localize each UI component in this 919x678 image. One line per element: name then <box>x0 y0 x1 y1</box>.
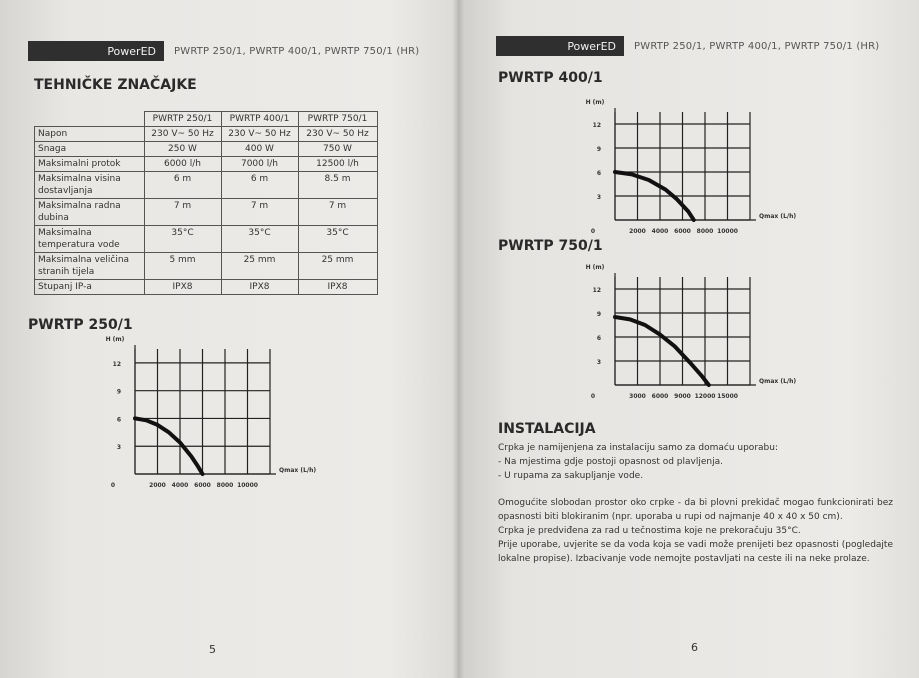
y-tick-label: 3 <box>596 194 601 201</box>
y-tick-label: 12 <box>592 287 601 294</box>
table-cell: 7 m <box>144 199 221 226</box>
x-tick-label: 15000 <box>717 393 738 400</box>
y-tick-label: 12 <box>592 122 601 129</box>
row-label: Maksimalna temperatura vode <box>35 226 145 253</box>
install-body <box>498 496 893 566</box>
table-header-cell: PWRTP 750/1 <box>298 112 377 127</box>
left-header <box>28 41 419 61</box>
table-cell: 25 mm <box>298 253 377 280</box>
row-label: Maksimalna veličina stranih tijela <box>35 253 145 280</box>
x-tick-label: 6000 <box>674 228 691 235</box>
table-cell: 250 W <box>144 142 221 157</box>
table-cell: 35°C <box>221 226 298 253</box>
section-title-250: PWRTP 250/1 <box>28 317 133 333</box>
x-tick-label: 12000 <box>694 393 716 400</box>
row-label: Maksimalni protok <box>35 157 145 172</box>
install-line: - Na mjestima gdje postoji opasnost od plavljenja. <box>498 457 723 467</box>
chart-750 <box>578 253 803 403</box>
table-cell: IPX8 <box>221 280 298 295</box>
row-label: Maksimalna radna dubina <box>35 199 145 226</box>
install-line: - U rupama za sakupljanje vode. <box>498 471 644 481</box>
y-axis-label: H (m) <box>585 264 605 271</box>
right-header <box>496 36 879 56</box>
table-row <box>35 157 378 172</box>
models-label: PWRTP 250/1, PWRTP 400/1, PWRTP 750/1 (HR) <box>174 45 420 57</box>
x-axis-label: Qmax (L/h) <box>759 213 797 220</box>
x-tick-label: 8000 <box>696 228 714 235</box>
x-tick-label: 0 <box>110 482 116 489</box>
x-tick-label: 3000 <box>629 393 646 400</box>
table-row <box>35 142 378 157</box>
x-tick-label: 8000 <box>216 482 234 489</box>
install-paragraph: Omogućite slobodan prostor oko crpke - da bi plovni prekidač mogao funkcionirati bez opasnosti biti blokiranim (npr. uporaba u rupi od najmanje 40 x 40 x 50 cm). <box>498 498 893 522</box>
y-tick-label: 3 <box>116 444 121 452</box>
y-tick-label: 6 <box>116 416 121 424</box>
chart-750-container <box>578 253 803 407</box>
x-tick-label: 6000 <box>651 393 669 400</box>
x-tick-label: 9000 <box>674 393 691 400</box>
table-cell: 35°C <box>298 226 377 253</box>
y-tick-label: 6 <box>596 335 601 342</box>
chart-400 <box>578 88 803 238</box>
install-paragraph: Prije uporabe, uvjerite se da voda koja se vadi može prenijeti bez opasnosti (pogledajte lokalne propise). Izbacivanje vode nemojte postavljati na ceste ili na neke prolaze. <box>498 540 893 564</box>
right-page <box>458 0 919 678</box>
y-tick-label: 12 <box>112 360 121 368</box>
y-tick-label: 9 <box>596 311 601 318</box>
x-tick-label: 4000 <box>651 228 669 235</box>
install-line: Crpka je namijenjena za instalaciju samo za domaću uporabu: <box>498 443 778 453</box>
table-cell: 8.5 m <box>298 172 377 199</box>
brand-label: PowerED <box>496 36 624 56</box>
table-cell: 7000 l/h <box>221 157 298 172</box>
table-cell: 6 m <box>221 172 298 199</box>
x-axis-label: Qmax (L/h) <box>279 467 317 474</box>
table-cell: 230 V~ 50 Hz <box>298 127 377 142</box>
spec-table <box>34 111 378 295</box>
x-tick-label: 0 <box>590 228 596 235</box>
install-paragraph: Crpka je predviđena za rad u tečnostima koje ne prekoračuju 35°C. <box>498 526 801 536</box>
table-cell: 230 V~ 50 Hz <box>144 127 221 142</box>
pump-curve <box>615 317 709 385</box>
models-label: PWRTP 250/1, PWRTP 400/1, PWRTP 750/1 (HR) <box>634 40 880 52</box>
table-header-cell: PWRTP 400/1 <box>221 112 298 127</box>
table-cell: 6000 l/h <box>144 157 221 172</box>
y-tick-label: 3 <box>596 359 601 366</box>
y-tick-label: 9 <box>116 388 121 396</box>
x-tick-label: 10000 <box>237 482 258 489</box>
table-cell: IPX8 <box>144 280 221 295</box>
table-cell: IPX8 <box>298 280 377 295</box>
y-tick-label: 9 <box>596 146 601 153</box>
table-cell: 6 m <box>144 172 221 199</box>
table-cell: 400 W <box>221 142 298 157</box>
page-number: 5 <box>209 643 216 656</box>
chart-250-container <box>90 334 370 503</box>
section-title-750: PWRTP 750/1 <box>498 238 603 254</box>
x-tick-label: 4000 <box>171 482 189 489</box>
table-cell: 7 m <box>298 199 377 226</box>
y-tick-label: 6 <box>596 170 601 177</box>
install-intro <box>498 441 893 483</box>
table-cell: 12500 l/h <box>298 157 377 172</box>
x-tick-label: 2000 <box>149 482 166 489</box>
table-cell: 7 m <box>221 199 298 226</box>
row-label: Napon <box>35 127 145 142</box>
row-label: Snaga <box>35 142 145 157</box>
table-cell: 750 W <box>298 142 377 157</box>
table-row <box>35 226 378 253</box>
table-cell: 35°C <box>144 226 221 253</box>
table-header-cell: PWRTP 250/1 <box>144 112 221 127</box>
y-axis-label: H (m) <box>105 336 125 343</box>
table-row <box>35 199 378 226</box>
table-header-row <box>35 112 378 127</box>
x-tick-label: 10000 <box>717 228 738 235</box>
table-cell: 5 mm <box>144 253 221 280</box>
page-title: TEHNIČKE ZNAČAJKE <box>34 77 197 93</box>
x-tick-label: 2000 <box>629 228 646 235</box>
row-label: Stupanj IP-a <box>35 280 145 295</box>
x-axis-label: Qmax (L/h) <box>759 378 797 385</box>
x-tick-label: 6000 <box>194 482 211 489</box>
book-gutter <box>452 0 464 678</box>
chart-250 <box>90 334 370 499</box>
table-cell: 230 V~ 50 Hz <box>221 127 298 142</box>
chart-400-container <box>578 88 803 242</box>
y-axis-label: H (m) <box>585 99 605 106</box>
section-title-400: PWRTP 400/1 <box>498 70 603 86</box>
table-row <box>35 253 378 280</box>
table-cell: 25 mm <box>221 253 298 280</box>
install-title: INSTALACIJA <box>498 421 596 437</box>
x-tick-label: 0 <box>590 393 596 400</box>
left-page <box>0 0 458 678</box>
brand-label: PowerED <box>28 41 164 61</box>
row-label: Maksimalna visina dostavljanja <box>35 172 145 199</box>
page-number: 6 <box>691 641 698 654</box>
table-row <box>35 127 378 142</box>
table-row <box>35 280 378 295</box>
table-header-empty <box>35 112 145 127</box>
table-row <box>35 172 378 199</box>
